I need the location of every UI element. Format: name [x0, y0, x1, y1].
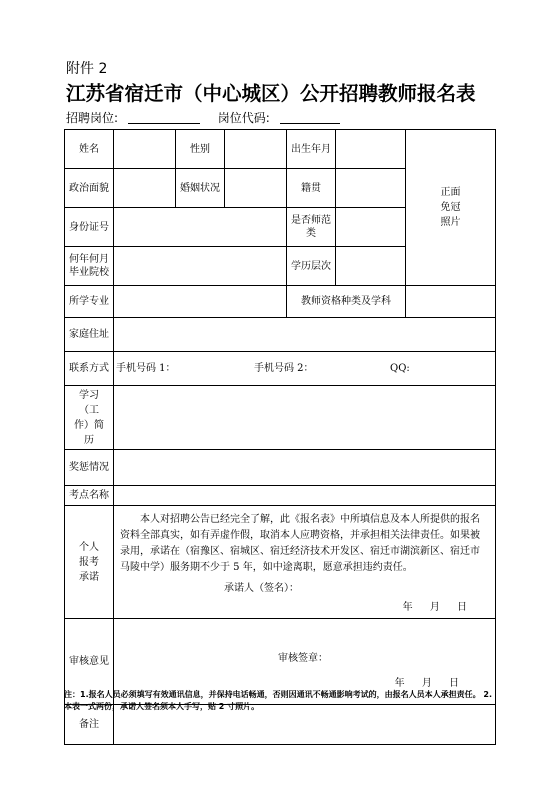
address-field[interactable] [114, 318, 496, 352]
education-label: 学历层次 [287, 247, 336, 286]
table-row [65, 352, 496, 386]
qq-label: QQ: [390, 363, 410, 374]
table-row [65, 386, 496, 450]
politics-field[interactable] [114, 169, 176, 208]
name-field[interactable] [114, 130, 176, 169]
marriage-field[interactable] [225, 169, 287, 208]
normal-school-label: 是否师范类 [287, 208, 336, 247]
awards-field[interactable] [114, 450, 496, 486]
id-card-label: 身份证号 [65, 208, 114, 247]
id-card-field[interactable] [114, 208, 287, 247]
position-line [66, 109, 506, 126]
politics-label: 政治面貌 [65, 169, 114, 208]
table-row [65, 450, 496, 486]
table-row [65, 506, 496, 619]
cert-field[interactable] [406, 286, 496, 318]
pledge-text: 本人对招聘公告已经完全了解，此《报名表》中所填信息及本人所提供的报名资料全部真实，如有弄虚作假，取消本人应聘资格，并承担相关法律责任。如果被录用，承诺在（宿豫区、宿城区、宿迁经济技术开发区、宿迁市湖滨新区、宿迁市马陵中学）服务期不少于 5 年，如中途离职，愿意承担违约责任。 [120, 514, 480, 573]
normal-school-field[interactable] [336, 208, 406, 247]
pledge-label [65, 506, 114, 619]
position-code-blank[interactable] [280, 111, 340, 124]
review-label: 审核意见 [65, 619, 114, 705]
attachment-label: 附件 2 [66, 61, 108, 77]
major-field[interactable] [114, 286, 287, 318]
photo-label: 正面免冠照片 [440, 187, 461, 228]
exam-name-label: 考点名称 [65, 486, 114, 506]
pledge-signature[interactable]: 承诺人（签名）： [224, 583, 299, 594]
table-row [65, 486, 496, 506]
phone2-label: 手机号码 2： [254, 363, 314, 374]
native-field[interactable] [336, 169, 406, 208]
gender-label: 性别 [176, 130, 225, 169]
awards-label: 奖惩情况 [65, 450, 114, 486]
footnote: 注：1.报名人员必须填写有效通讯信息，并保持电话畅通，否则因通讯不畅通影响考试的，由报名人员本人承担责任。 2.本表一式两份，承诺人签名须本人手写，贴 2 寸照片。 [64, 690, 492, 711]
cert-label: 教师资格种类及学科 [287, 286, 406, 318]
pledge-cell [114, 506, 496, 619]
birth-label: 出生年月 [287, 130, 336, 169]
table-row [65, 130, 496, 169]
exam-name-field[interactable] [114, 486, 496, 506]
position-label: 招聘岗位: [66, 111, 119, 125]
photo-box[interactable] [406, 130, 496, 286]
name-label: 姓名 [65, 130, 114, 169]
native-label: 籍贯 [287, 169, 336, 208]
position-code-label: 岗位代码: [217, 111, 270, 125]
remark-label: 备注 [65, 705, 114, 745]
resume-label-text: 学习（工作）简历 [74, 389, 104, 446]
education-field[interactable] [336, 247, 406, 286]
contact-items [116, 362, 493, 375]
pledge-label-text: 个人报考承诺 [79, 541, 99, 583]
contact-label: 联系方式 [65, 352, 114, 386]
table-row [65, 286, 496, 318]
grad-school-label: 何年何月毕业院校 [65, 247, 114, 286]
grad-school-field[interactable] [114, 247, 287, 286]
resume-label [65, 386, 114, 450]
review-signature[interactable]: 审核签章： [278, 653, 328, 664]
registration-table [64, 129, 496, 745]
address-label: 家庭住址 [65, 318, 114, 352]
phone1-label: 手机号码 1： [116, 363, 176, 374]
major-label: 所学专业 [65, 286, 114, 318]
marriage-label: 婚姻状况 [176, 169, 225, 208]
gender-field[interactable] [225, 130, 287, 169]
table-row [65, 318, 496, 352]
pledge-date[interactable]: 年 月 日 [402, 602, 467, 613]
review-date[interactable]: 年 月 日 [394, 678, 459, 689]
position-blank[interactable] [128, 111, 200, 124]
contact-field[interactable] [114, 352, 496, 386]
resume-field[interactable] [114, 386, 496, 450]
form-title: 江苏省宿迁市（中心城区）公开招聘教师报名表 [66, 82, 476, 105]
birth-field[interactable] [336, 130, 406, 169]
